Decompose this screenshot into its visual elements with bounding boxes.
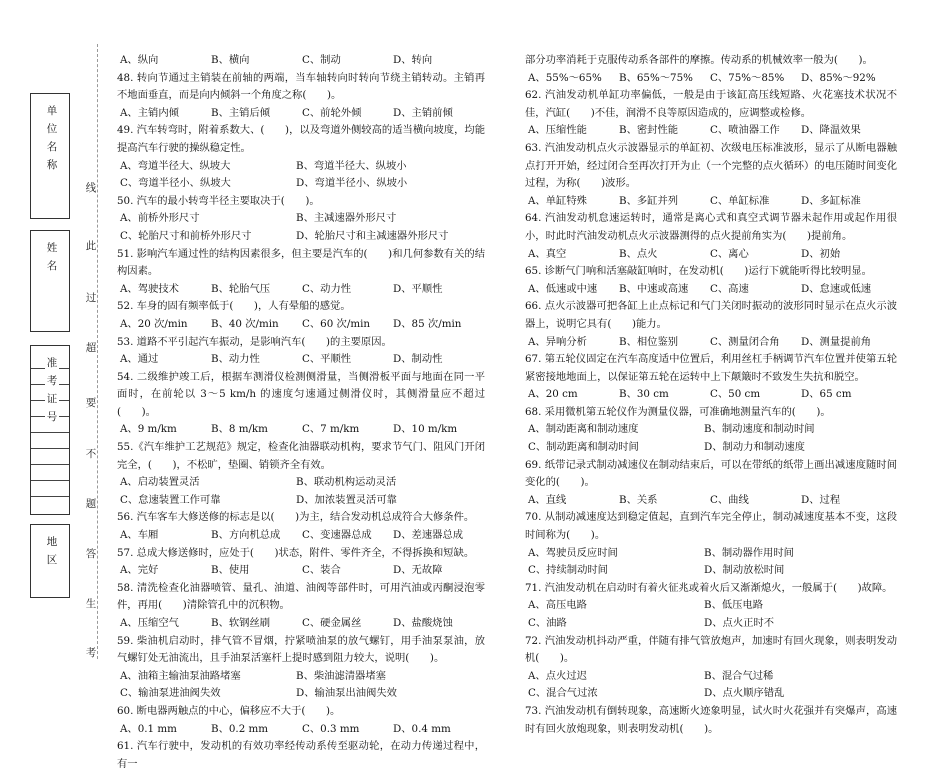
answer-option: A、纵向 <box>120 54 159 66</box>
answer-option: C、硬金属丝 <box>302 617 362 629</box>
question-text: 53. 道路不平引起汽车振动，是影响汽车( )的主要原因。 <box>117 335 392 348</box>
answer-option: B、联动机构运动灵活 <box>296 476 397 489</box>
answer-options <box>525 70 897 88</box>
name-box <box>30 230 70 332</box>
answer-option: A、前桥外形尺寸 <box>120 212 200 225</box>
answer-option: D、盐酸烧蚀 <box>393 617 453 629</box>
question-text: 52. 车身的固有频率低于( )，人有晕船的感觉。 <box>117 300 351 313</box>
answer-option: D、轮胎尺寸和主减速器外形尺寸 <box>296 229 449 242</box>
question-text: 57. 总成大修送修时，应处于( )状态，附件、零件齐全，不得拆换和短缺。 <box>117 546 475 559</box>
answer-options <box>525 281 897 299</box>
answer-option: A、主销内倾 <box>120 106 179 119</box>
unit-name-label: 单 位 名 称 <box>46 105 58 171</box>
answer-option: C、输油泵进油阀失效 <box>120 687 221 700</box>
question-text: 63. 汽油发动机点火示波器显示的单缸初、次级电压标准波形，显示了从断电器触点打开开始，经过闭合至再次打开为止（一个完整的点火循环）的电压随时间变化过程，为称( )波形。 <box>525 141 897 190</box>
answer-option: D、无故障 <box>393 564 443 577</box>
answer-option: D、85%～92% <box>801 71 876 84</box>
answer-option: D、平顺性 <box>393 282 443 295</box>
answer-option: B、30 cm <box>619 388 669 401</box>
cut-line-char: 不 <box>85 448 97 460</box>
answer-option: C、离心 <box>710 247 749 260</box>
answer-option: A、弯道半径大、纵坡大 <box>120 159 231 172</box>
unit-name-box <box>30 93 70 219</box>
answer-option: C、动力性 <box>302 282 352 295</box>
answer-options <box>117 562 485 580</box>
answer-option: A、20 次/min <box>120 317 188 330</box>
cut-line-char: 答 <box>85 548 97 560</box>
answer-option: B、相位鉴别 <box>619 335 679 348</box>
question-text: 71. 汽油发动机在启动时有着火征兆或着火后又渐渐熄火，一般属于( )故障。 <box>525 581 893 594</box>
answer-option: C、装合 <box>302 564 341 577</box>
answer-option: D、85 次/min <box>393 317 462 330</box>
answer-option: C、制动 <box>302 54 341 66</box>
question-text: 54. 二级维护竣工后，根据车测滑仪检测侧滑量，当侧滑板平面与地面在同一平面时，在前轮以 3～5 km/h 的速度匀速通过侧滑仪时，其侧滑量应不超过( )。 <box>117 370 485 418</box>
answer-option: C、高速 <box>710 282 749 295</box>
region-label: 地 区 <box>46 536 58 566</box>
answer-options <box>117 421 485 439</box>
answer-option: C、测量闭合角 <box>710 335 780 348</box>
answer-option: B、8 m/km <box>211 423 268 436</box>
answer-option: C、变速器总成 <box>302 529 372 542</box>
answer-option: B、低压电路 <box>704 599 764 612</box>
answer-option: D、初始 <box>801 247 841 260</box>
answer-option: A、压缩性能 <box>528 124 587 137</box>
answer-option: C、持续制动时间 <box>528 564 608 577</box>
answer-option: D、差速器总成 <box>393 529 464 542</box>
answer-option: B、主销后倾 <box>211 106 271 119</box>
answer-option: D、0.4 mm <box>393 722 451 735</box>
answer-option: C、曲线 <box>710 493 749 506</box>
answer-option: A、直线 <box>528 493 567 506</box>
name-label: 姓 名 <box>46 242 58 272</box>
answer-option: B、方向机总成 <box>211 529 281 542</box>
answer-option: C、喷油器工作 <box>710 124 780 137</box>
answer-option: B、柴油滤清器堵塞 <box>296 669 386 682</box>
answer-option: A、单缸特殊 <box>528 194 587 207</box>
answer-options <box>117 281 485 299</box>
answer-option: B、0.2 mm <box>211 722 269 735</box>
answer-option: B、40 次/min <box>211 317 279 330</box>
answer-option: C、单缸标准 <box>710 194 770 207</box>
answer-option: D、怠速或低速 <box>801 282 872 295</box>
answer-option: C、7 m/km <box>302 423 360 436</box>
answer-option: A、高压电路 <box>528 599 587 612</box>
id-cell <box>31 480 69 496</box>
question-text: 59. 柴油机启动时，排气管不冒烟，拧紧喷油泵的放气螺钉，用手油泵泵油，放气螺钉处无油流出，且手油泵活塞杆上提时感到阻力较大，说明( )。 <box>117 634 485 665</box>
answer-option: A、55%～65% <box>528 71 602 84</box>
question-text: 62. 汽油发动机单缸功率偏低，一般是由于该缸高压线短路、火花塞技术状况不佳，汽缸( )不佳，润滑不良等原因造成的，应调整或检修。 <box>525 89 897 119</box>
answer-option: C、制动距离和制动时间 <box>528 441 639 454</box>
answer-option: A、点火过迟 <box>528 669 587 682</box>
answer-option: A、完好 <box>120 564 159 577</box>
question-text: 55.《汽车维护工艺规范》规定，检查化油器联动机构，要求节气门、阻风门开闭完全，( )，不松旷，垫圈、销锁齐全有效。 <box>117 441 485 471</box>
answer-option: A、真空 <box>528 247 567 260</box>
answer-option: B、横向 <box>211 54 250 66</box>
answer-options <box>117 105 485 123</box>
answer-option: D、测量提前角 <box>801 335 872 348</box>
answer-option: A、低速或中速 <box>528 282 598 295</box>
answer-option: A、压缩空气 <box>120 617 179 629</box>
answer-option: C、轮胎尺寸和前桥外形尺寸 <box>120 229 252 242</box>
cut-line-char: 题 <box>85 498 97 510</box>
answer-options <box>117 615 485 633</box>
cut-line-char: 过 <box>85 292 97 304</box>
id-cell <box>31 464 69 480</box>
answer-option: B、轮胎气压 <box>211 282 271 295</box>
answer-option: D、点火正时不 <box>704 617 775 629</box>
answer-option: D、制动力和制动速度 <box>704 441 805 454</box>
cut-line-char: 超 <box>85 342 97 354</box>
answer-option: C、平顺性 <box>302 353 352 366</box>
answer-option: B、多缸并列 <box>619 194 679 207</box>
answer-option: D、弯道半径小、纵坡小 <box>296 177 408 190</box>
answer-options <box>525 421 897 456</box>
id-cell <box>31 448 69 464</box>
answer-options <box>525 122 897 140</box>
question-text: 66. 点火示波器可把各缸上止点标记和气门关闭时振动的波形同时显示在点火示波器上，说明它具有( )能力。 <box>525 300 897 330</box>
answer-option: D、降温效果 <box>801 124 861 137</box>
id-cell <box>31 496 69 512</box>
answer-options <box>525 334 897 352</box>
answer-option: B、弯道半径大、纵坡小 <box>296 159 407 172</box>
cut-line-char: 考 <box>85 647 97 659</box>
answer-option: D、点火顺序错乱 <box>704 687 785 700</box>
answer-option: B、使用 <box>211 564 250 577</box>
answer-options <box>117 527 485 545</box>
answer-option: A、制动距离和制动速度 <box>528 423 639 436</box>
answer-options <box>117 668 485 703</box>
region-box <box>30 524 70 598</box>
answer-option: A、驾驶技术 <box>120 282 179 295</box>
answer-option: B、中速或高速 <box>619 282 689 295</box>
answer-option: C、50 cm <box>710 388 761 401</box>
answer-option: D、制动放松时间 <box>704 564 785 577</box>
answer-option: D、多缸标准 <box>801 194 861 207</box>
id-cell <box>31 432 69 448</box>
question-text: 65. 诊断气门响和活塞敲缸响时，在发动机( )运行下就能听得比较明显。 <box>525 265 872 278</box>
answer-options <box>117 316 485 334</box>
answer-option: B、制动器作用时间 <box>704 546 794 559</box>
answer-options <box>117 721 485 739</box>
answer-option: A、20 cm <box>528 388 578 401</box>
answer-option: B、动力性 <box>211 353 260 366</box>
question-text: 51. 影响汽车通过性的结构因素很多，但主要是汽车的( )和几何参数有关的结构因素。 <box>117 247 485 278</box>
answer-option: B、制动速度和制动时间 <box>704 423 815 436</box>
answer-options <box>525 597 897 632</box>
answer-options <box>525 492 897 510</box>
answer-options <box>117 474 485 509</box>
answer-option: A、通过 <box>120 353 159 366</box>
answer-option: C、弯道半径小、纵坡大 <box>120 177 231 190</box>
answer-option: B、软钢丝刷 <box>211 617 271 629</box>
answer-option: B、65%～75% <box>619 71 693 84</box>
question-text: 69. 纸带记录式制动减速仪在制动结束后，可以在带纸的纸带上画出减速度随时间变化的( )。 <box>525 458 897 489</box>
answer-options <box>525 668 897 703</box>
answer-option: C、75%～85% <box>710 71 785 84</box>
binding-margin <box>0 0 100 671</box>
exam-id-box <box>30 345 70 515</box>
answer-option: C、前轮外倾 <box>302 106 362 119</box>
answer-option: B、密封性能 <box>619 124 679 137</box>
cut-line-char: 要 <box>85 397 97 409</box>
answer-option: A、车厢 <box>120 529 159 542</box>
answer-option: D、65 cm <box>801 388 852 401</box>
answer-options <box>117 52 485 70</box>
answer-options <box>117 158 485 193</box>
question-text: 50. 汽车的最小转弯半径主要取决于( )。 <box>117 194 320 207</box>
cut-line-char: 此 <box>85 240 97 252</box>
answer-option: B、关系 <box>619 493 658 506</box>
answer-option: A、驾驶员反应时间 <box>528 546 618 559</box>
answer-option: A、异响分析 <box>528 335 587 348</box>
answer-option: B、混合气过稀 <box>704 669 774 682</box>
question-text: 73. 汽油发动机有倒转现象，高速断火迹象明显，试火时火花强并有突爆声，高速时有回火放炮现象，则表明发动机( )。 <box>525 704 897 735</box>
cut-line-char: 生 <box>85 598 97 610</box>
answer-options <box>525 545 897 580</box>
answer-option: D、转向 <box>393 54 433 66</box>
answer-option: D、制动性 <box>393 353 443 366</box>
answer-options <box>525 386 897 404</box>
left-column <box>117 0 485 773</box>
question-text: 58. 清洗检查化油器喷管、量孔、油道、油阀等部件时，可用汽油或丙酮浸泡零件，再用( )清除管孔中的沉积物。 <box>117 581 485 612</box>
answer-option: C、0.3 mm <box>302 722 360 735</box>
exam-id-label: 准 考 证 号 <box>45 354 59 426</box>
answer-option: D、10 m/km <box>393 423 458 436</box>
answer-option: C、油路 <box>528 617 567 629</box>
question-text: 64. 汽油发动机怠速运转时，通常是离心式和真空式调节器未起作用或起作用很小，时此时汽油发动机点火示波器测得的点火提前角实为( )提前角。 <box>525 212 897 242</box>
question-text: 56. 汽车客车大修送修的标志是以( )为主，结合发动机总成符合大修条件。 <box>117 511 475 524</box>
question-text: 49. 汽车转弯时，附着系数大、( )，以及弯道外侧较高的适当横向坡度，均能提高汽车行驶的操纵稳定性。 <box>117 124 485 154</box>
right-column <box>525 0 897 738</box>
answer-option: A、油箱主输油泵油路堵塞 <box>120 669 241 682</box>
question-text: 72. 汽油发动机抖动严重，伴随有排气管放炮声，加速时有回火现象，则表明发动机( )。 <box>525 634 897 665</box>
answer-option: C、怠速装置工作可靠 <box>120 493 221 506</box>
answer-option: D、输油泵出油阀失效 <box>296 687 397 700</box>
question-text: 60. 断电器两触点的中心，偏移应不大于( )。 <box>117 704 341 717</box>
answer-option: A、启动装置灵活 <box>120 476 200 489</box>
answer-option: A、0.1 mm <box>120 722 177 735</box>
answer-options <box>525 246 897 264</box>
answer-option: B、主减速器外形尺寸 <box>296 212 397 225</box>
question-text: 67. 第五轮仪固定在汽车高度适中位置后，利用丝杠手柄调节汽车位置并使第五轮紧密接地地面上，以保证第五轮在运转中上下颠簸时不致发生失抗和脱空。 <box>525 353 897 383</box>
answer-options <box>117 210 485 245</box>
cut-line-char: 线 <box>85 182 97 194</box>
answer-option: A、9 m/km <box>120 423 177 436</box>
answer-option: D、加浓装置灵活可靠 <box>296 493 397 506</box>
question-text: 68. 采用微机第五轮仪作为测量仪器，可准确地测量汽车的( )。 <box>525 405 831 418</box>
answer-option: C、混合气过浓 <box>528 687 598 700</box>
answer-option: D、过程 <box>801 493 841 506</box>
answer-option: D、主销前倾 <box>393 106 453 119</box>
question-text: 部分功率消耗于克服传动系各部件的摩擦。传动系的机械效率一般为( )。 <box>525 54 873 66</box>
answer-option: C、60 次/min <box>302 317 371 330</box>
answer-option: B、点火 <box>619 247 658 260</box>
answer-options <box>117 351 485 369</box>
question-text: 70. 从制动减速度达到稳定值起，直到汽车完全停止，制动减速度基本不变，这段时间称为( )。 <box>525 511 897 542</box>
answer-options <box>525 193 897 211</box>
question-text: 61. 汽车行驶中，发动机的有效功率经传动系传至驱动轮，在动力传递过程中，有一 <box>117 740 485 770</box>
question-text: 48. 转向节通过主销装在前轴的两端，当车轴转向时转向节绕主销转动。主销再不地面垂直，而是向内倾斜一个角度之称( )。 <box>117 71 485 102</box>
